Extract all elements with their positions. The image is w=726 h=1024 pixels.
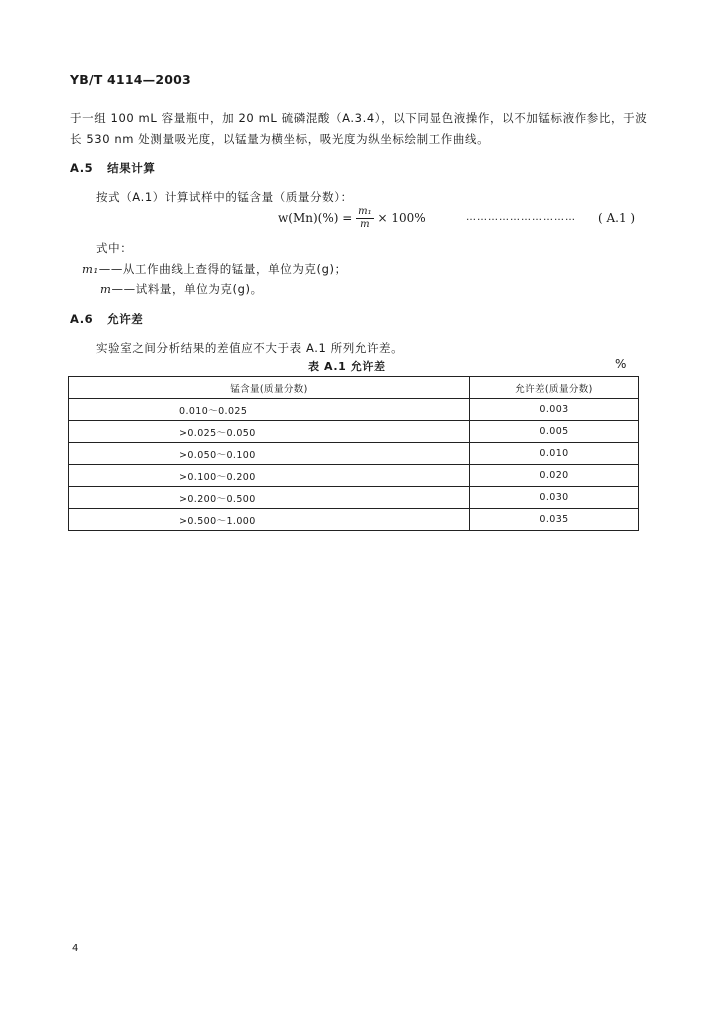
section-a6-heading [70, 311, 143, 327]
document-code: YB/T 4114—2003 [70, 72, 191, 87]
cell-mn-range: >0.500～1.000 [69, 509, 470, 531]
intro-line-1: 于一组 100 mL 容量瓶中，加 20 mL 硫磷混酸（A.3.4），以下同显色液操作，以不加锰标液作参比，于波 [70, 111, 648, 125]
cell-tolerance: 0.035 [470, 509, 639, 531]
cell-mn-range: >0.025～0.050 [69, 421, 470, 443]
formula-fraction [356, 206, 374, 231]
table-row [69, 443, 639, 465]
page-number: 4 [72, 943, 79, 954]
cell-tolerance: 0.030 [470, 487, 639, 509]
section-a5-heading [70, 160, 156, 176]
formula-numerator: m₁ [358, 206, 372, 217]
table-caption: 表 A.1 允许差 [308, 360, 386, 373]
cell-tolerance: 0.020 [470, 465, 639, 487]
cell-mn-range: >0.200～0.500 [69, 487, 470, 509]
table-row [69, 509, 639, 531]
section-a6-title: 允许差 [107, 312, 144, 326]
variable-m1 [82, 261, 347, 277]
table-unit: % [615, 357, 627, 371]
table-header-row [69, 377, 639, 399]
formula-a1 [278, 206, 426, 231]
formula-denominator: m [360, 219, 370, 230]
table-row [69, 399, 639, 421]
where-label: 式中： [96, 241, 133, 255]
cell-mn-range: >0.100～0.200 [69, 465, 470, 487]
variable-m-symbol: m [100, 282, 112, 296]
table-row [69, 421, 639, 443]
section-a5-title: 结果计算 [107, 161, 156, 175]
cell-mn-range: >0.050～0.100 [69, 443, 470, 465]
variable-m1-symbol: m₁ [82, 262, 99, 276]
cell-tolerance: 0.003 [470, 399, 639, 421]
section-a6-number: A.6 [70, 312, 94, 326]
cell-tolerance: 0.005 [470, 421, 639, 443]
variable-m [100, 281, 263, 297]
formula-leader: ………………………… [466, 212, 576, 223]
variable-m-desc: ——试料量，单位为克(g)。 [111, 282, 263, 296]
tolerance-table [68, 376, 639, 531]
cell-mn-range: 0.010～0.025 [69, 399, 470, 421]
section-a5-lead: 按式（A.1）计算试样中的锰含量（质量分数）： [96, 190, 353, 204]
section-a5-number: A.5 [70, 161, 94, 175]
section-a6-text: 实验室之间分析结果的差值应不大于表 A.1 所列允许差。 [96, 341, 404, 355]
formula-lhs: w(Mn)(%) = [278, 211, 353, 225]
formula-rhs: × 100% [377, 211, 426, 225]
header-tolerance: 允许差(质量分数) [470, 377, 639, 399]
table-row [69, 465, 639, 487]
variable-m1-desc: ——从工作曲线上查得的锰量，单位为克(g)； [98, 262, 347, 276]
formula-label: ( A.1 ) [598, 211, 636, 225]
table-row [69, 487, 639, 509]
cell-tolerance: 0.010 [470, 443, 639, 465]
header-mn-content: 锰含量(质量分数) [69, 377, 470, 399]
intro-line-2: 长 530 nm 处测量吸光度，以锰量为横坐标，吸光度为纵坐标绘制工作曲线。 [70, 132, 490, 146]
